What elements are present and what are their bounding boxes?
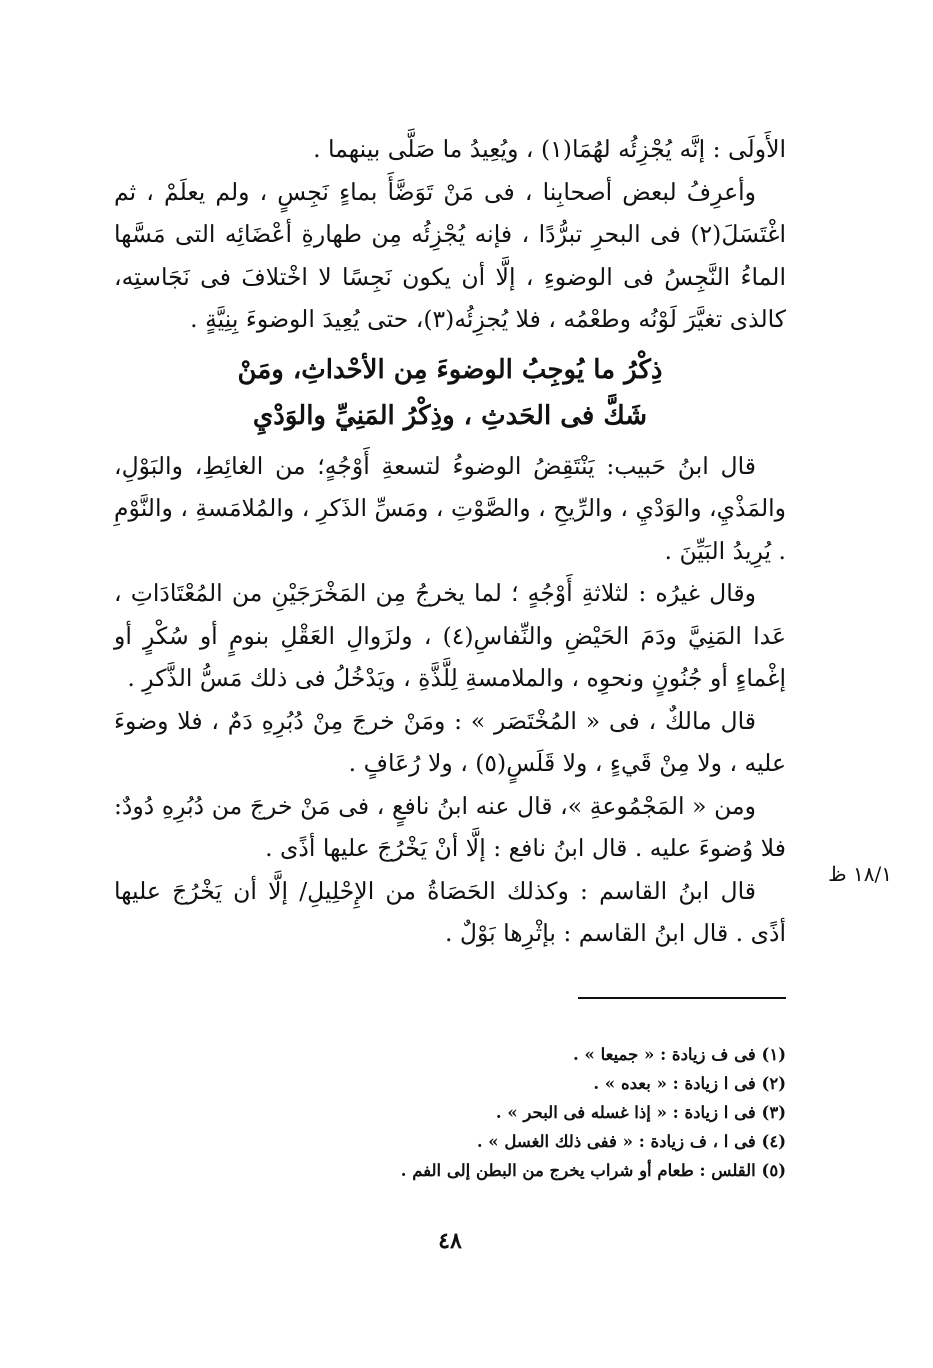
footnotes bbox=[250, 1040, 786, 1185]
paragraph-7: قال ابنُ القاسم : وكذلك الحَصَاةُ من الإِحْلِيلِ/ إلَّا أن يَخْرُجَ عليها أذًى . قال ابنُ القاسم : بإثْرِها بَوْلٌ . bbox=[114, 876, 786, 947]
footnote-4: (٤) فى ا ، ف زيادة : « ففى ذلك الغسل » . bbox=[476, 1132, 786, 1151]
heading-line-1: ذِكْرُ ما يُوجِبُ الوضوءَ مِن الأحْداثِ، ومَنْ bbox=[237, 354, 663, 385]
paragraph-4: وقال غيرُه : لثلاثةِ أَوْجُهٍ ؛ لما يخرجُ مِن المَخْرَجَيْنِ من المُعْتَادَاتِ ، عَدا المَنِيَّ ودَمَ الحَيْضِ والنِّفاسِ(٤) ، ولزَوالِ العَقْلِ بنومٍ أو سُكْرٍ أو إغْماءٍ أو جُنُونٍ ونحوِه ، والملامسةِ لِلَّذَّةِ ، ويَدْخُلُ فى ذلك مَسُّ الذَّكرِ . bbox=[114, 579, 786, 692]
paragraph-2: وأعرِفُ لبعض أصحابِنا ، فى مَنْ تَوَضَّأَ بماءٍ نَجِسٍ ، ولم يعلَمْ ، ثم اغْتَسَلَ(٢) فى البحرِ تبرُّدًا ، فإنه يُجْزِئُه مِن طهارةِ أعْضَائِه التى مَسَّها الماءُ النَّجِسُ فى الوضوءِ ، إلَّا أن يكون نَجِسًا لا اخْتلافَ فى نَجَاستِه، كالذى تغيَّرَ لَوْنُه وطعْمُه ، فلا يُجزِئُه(٣)، حتى يُعِيدَ الوضوءَ بِنِيَّةٍ . bbox=[114, 177, 786, 333]
section-heading bbox=[114, 347, 786, 439]
main-text bbox=[114, 128, 786, 955]
footnote-2: (٢) فى ا زيادة : « بعده » . bbox=[593, 1074, 786, 1093]
folio-margin-note: ١٨/١ ظ bbox=[828, 862, 892, 886]
paragraph-5: قال مالكٌ ، فى « المُخْتَصَر » : ومَنْ خرجَ مِنْ دُبُرِهِ دَمٌ ، فلا وضوءَ عليه ، ولا مِنْ قَيءٍ ، ولا قَلَسٍ(٥) ، ولا رُعَافٍ . bbox=[114, 706, 786, 777]
footnote-1: (١) فى ف زيادة : « جميعا » . bbox=[573, 1045, 786, 1064]
paragraph-3: قال ابنُ حَبيب: يَنْتَقِضُ الوضوءُ لتسعةِ أَوْجُهٍ؛ من الغائِطِ، والبَوْلِ، والمَذْيِ، والوَدْيِ ، والرِّيحِ ، والصَّوْتِ ، ومَسِّ الذَكرِ ، والمُلامَسةِ ، والنَّوْمِ . يُرِيدُ البَيِّنَ . bbox=[114, 451, 786, 565]
page-number: ٤٨ bbox=[438, 1228, 462, 1254]
footnote-divider bbox=[578, 997, 786, 999]
footnote-5: (٥) القلس : طعام أو شراب يخرج من البطن إلى الفم . bbox=[400, 1161, 786, 1180]
paragraph-1: الأَولَى : إنَّه يُجْزِئُه لهُمَا(١) ، ويُعِيدُ ما صَلَّى بينهما . bbox=[313, 135, 786, 163]
footnote-3: (٣) فى ا زيادة : « إذا غسله فى البحر » . bbox=[495, 1103, 786, 1122]
paragraph-6: ومن « المَجْمُوعةِ »، قال عنه ابنُ نافعٍ ، فى مَنْ خرجَ من دُبُرِهِ دُودٌ: فلا وُضوءَ عليه . قال ابنُ نافع : إلَّا أنْ يَخْرُجَ عليها أذًى . bbox=[114, 791, 786, 862]
heading-line-2: شَكَّ فى الحَدثِ ، وذِكْرُ المَنِيِّ والوَدْيِ bbox=[252, 400, 648, 431]
